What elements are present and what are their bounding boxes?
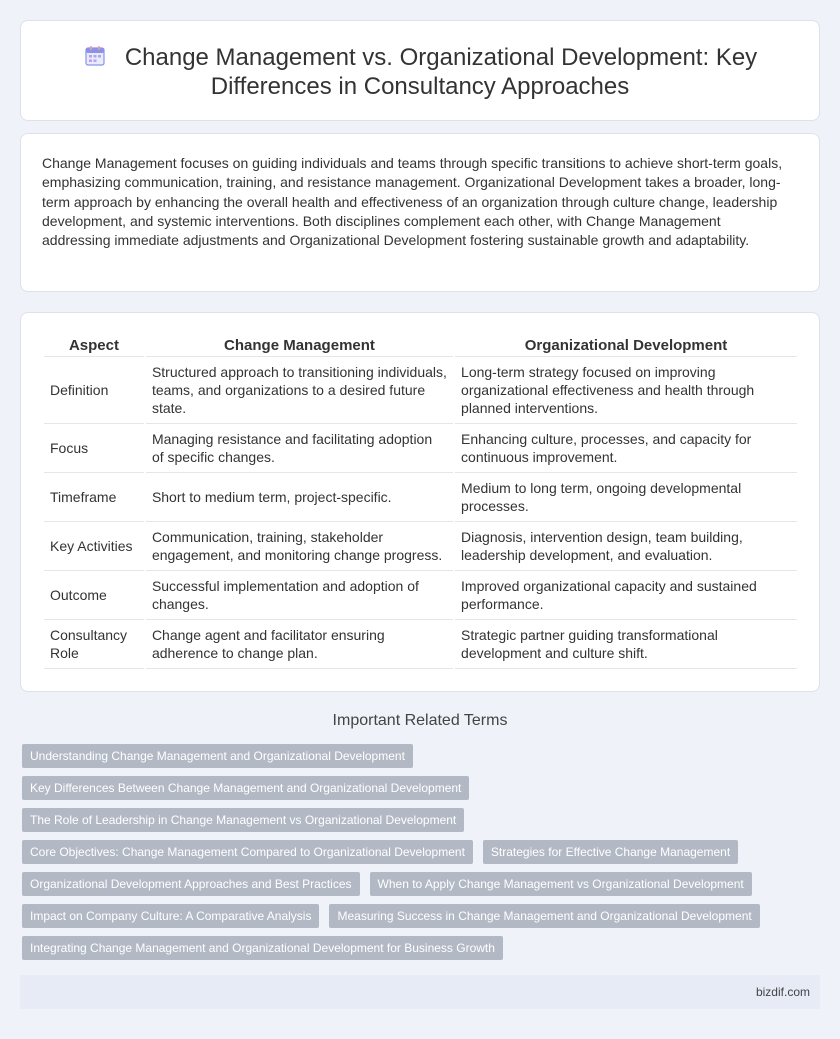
cell-organizational-development: Long-term strategy focused on improving organizational effectiveness and health through planned interventions. xyxy=(455,357,797,424)
comparison-card xyxy=(20,312,820,692)
header-aspect: Aspect xyxy=(44,333,144,357)
related-term-tag[interactable]: Strategies for Effective Change Management xyxy=(483,840,738,864)
summary-card xyxy=(20,133,820,292)
table-row xyxy=(44,620,797,669)
cell-change-management: Structured approach to transitioning individuals, teams, and organizations to a desired future state. xyxy=(146,357,453,424)
cell-organizational-development: Improved organizational capacity and sustained performance. xyxy=(455,571,797,620)
calendar-icon xyxy=(83,44,107,68)
cell-change-management: Change agent and facilitator ensuring adherence to change plan. xyxy=(146,620,453,669)
related-term-tag[interactable]: The Role of Leadership in Change Management vs Organizational Development xyxy=(22,808,464,832)
related-term-tag[interactable]: Organizational Development Approaches and Best Practices xyxy=(22,872,360,896)
header-card xyxy=(20,20,820,121)
related-term-tag[interactable]: Key Differences Between Change Management and Organizational Development xyxy=(22,776,469,800)
related-term-tag[interactable]: When to Apply Change Management vs Organizational Development xyxy=(370,872,752,896)
related-term-tag[interactable]: Integrating Change Management and Organizational Development for Business Growth xyxy=(22,936,503,960)
header-organizational-development: Organizational Development xyxy=(455,333,797,357)
cell-organizational-development: Diagnosis, intervention design, team building, leadership development, and evaluation. xyxy=(455,522,797,571)
cell-aspect: Key Activities xyxy=(44,522,144,571)
page-title: Change Management vs. Organizational Development: Key Differences in Consultancy Approaches xyxy=(124,44,758,100)
table-row xyxy=(44,522,797,571)
related-term-tag[interactable]: Impact on Company Culture: A Comparative Analysis xyxy=(22,904,319,928)
footer xyxy=(20,975,820,1009)
cell-aspect: Timeframe xyxy=(44,473,144,522)
comparison-table xyxy=(42,333,799,669)
cell-organizational-development: Medium to long term, ongoing developmental processes. xyxy=(455,473,797,522)
related-term-tag[interactable]: Understanding Change Management and Organizational Development xyxy=(22,744,413,768)
cell-aspect: Definition xyxy=(44,357,144,424)
table-row xyxy=(44,357,797,424)
related-terms-title: Important Related Terms xyxy=(332,712,508,729)
table-header-row xyxy=(44,333,797,357)
cell-change-management: Successful implementation and adoption of changes. xyxy=(146,571,453,620)
cell-organizational-development: Enhancing culture, processes, and capacity for continuous improvement. xyxy=(455,424,797,473)
table-row xyxy=(44,473,797,522)
summary-text: Change Management focuses on guiding individuals and teams through specific transitions to achieve short-term goals, emphasizing communication, training, and resistance management. Organizational Development takes a broader, long-term approach by enhancing the overall health and effectiveness of an organization through culture change, leadership development, and systemic interventions. Both disciplines complement each other, with Change Management addressing immediate adjustments and Organizational Development fostering sustainable growth and adaptability. xyxy=(42,155,783,249)
cell-aspect: Outcome xyxy=(44,571,144,620)
cell-change-management: Managing resistance and facilitating adoption of specific changes. xyxy=(146,424,453,473)
related-terms-list xyxy=(22,744,812,960)
related-term-tag[interactable]: Core Objectives: Change Management Compared to Organizational Development xyxy=(22,840,473,864)
table-row xyxy=(44,571,797,620)
table-row xyxy=(44,424,797,473)
cell-organizational-development: Strategic partner guiding transformational development and culture shift. xyxy=(455,620,797,669)
cell-change-management: Communication, training, stakeholder engagement, and monitoring change progress. xyxy=(146,522,453,571)
cell-change-management: Short to medium term, project-specific. xyxy=(146,473,453,522)
related-term-tag[interactable]: Measuring Success in Change Management and Organizational Development xyxy=(329,904,759,928)
cell-aspect: Focus xyxy=(44,424,144,473)
header-change-management: Change Management xyxy=(146,333,453,357)
page-title-wrap xyxy=(21,43,819,101)
cell-aspect: Consultancy Role xyxy=(44,620,144,669)
footer-site-link[interactable]: bizdif.com xyxy=(755,985,810,999)
